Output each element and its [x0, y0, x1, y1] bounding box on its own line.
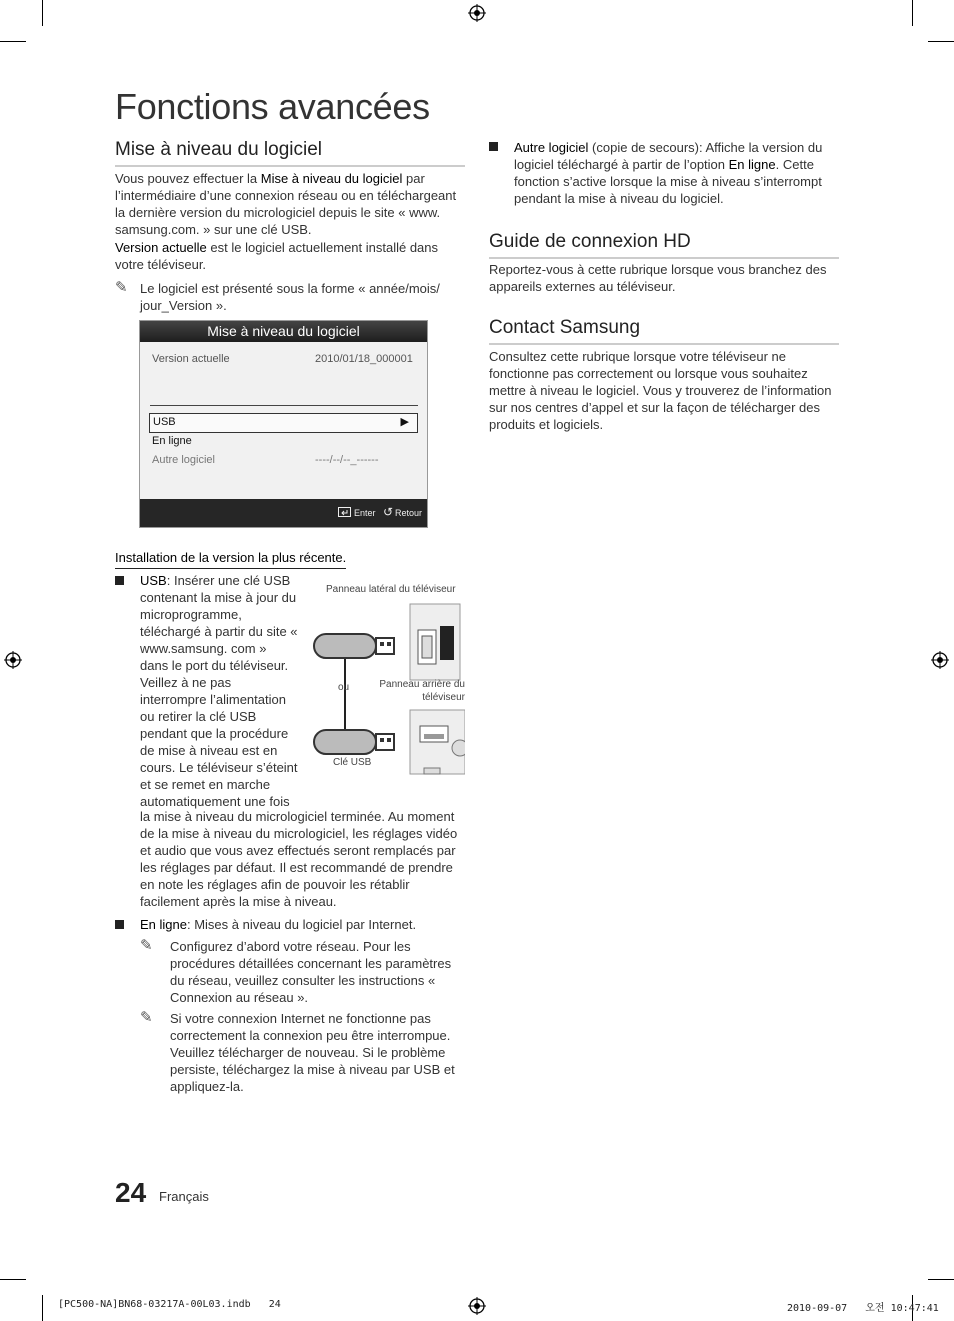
intro-text: par l’intermédiaire d’une connexion réseau ou en téléchargeant la dernière version du micrologiciel depuis le site « www. samsung.com. » sur une clé USB. — [115, 171, 457, 237]
registration-mark-icon — [4, 651, 22, 669]
usb-term: USB — [140, 573, 167, 588]
divider — [150, 405, 418, 406]
usb-connection-diagram — [310, 580, 465, 780]
usb-item-text — [140, 572, 298, 810]
crop-mark — [928, 1279, 954, 1280]
registration-mark-icon — [931, 651, 949, 669]
or-label: ou — [338, 682, 350, 693]
arrow-right-icon: ▶ — [400, 416, 409, 428]
note-pencil-icon: ✎ — [115, 279, 128, 296]
current-version-term: Version actuelle — [115, 240, 207, 255]
section-title-hd-guide: Guide de connexion HD — [489, 231, 839, 259]
current-version-label: Version actuelle — [152, 353, 230, 365]
slug-timestamp: 2010-09-07 오전 10:47:41 — [787, 1303, 939, 1314]
menu-item-usb[interactable] — [149, 413, 418, 433]
usb-text: : Insérer une clé USB contenant la mise à jour du microprogramme, téléchargé à partir du site « www.samsung. com » dans le port du téléviseur. Veillez à ne pas interrompre l’alimentation ou retirer la clé USB pendant que la procédure de mise à niveau est en cours. Le téléviseur s’éteint et se remet en marche automatiquement une fois — [140, 573, 298, 809]
online-item-text — [140, 916, 460, 933]
online-note-network: Configurez d’abord votre réseau. Pour les procédures détaillées concernant les paramètres du réseau, veuillez consulter les instructions « Connexion au réseau ». — [170, 939, 452, 1005]
section-title-software-upgrade: Mise à niveau du logiciel — [115, 139, 465, 167]
slug-file-name: [PC500-NA]BN68-03217A-00L03.indb 24 — [58, 1299, 281, 1310]
usb-label: USB — [153, 416, 176, 428]
backup-text: . Cette fonction s’active lorsque la mise à niveau s’interrompt pendant la mise à niveau du logiciel. — [514, 157, 822, 206]
return-label: Retour — [395, 508, 423, 518]
crop-mark — [0, 41, 26, 42]
crop-mark — [42, 1295, 43, 1321]
menu-item-online[interactable]: En ligne — [152, 435, 192, 447]
backup-term: Autre logiciel — [514, 140, 589, 155]
online-text: : Mises à niveau du logiciel par Internet. — [186, 917, 417, 932]
menu-item-backup[interactable]: Autre logiciel — [152, 454, 215, 466]
software-upgrade-screen — [139, 320, 428, 528]
registration-mark-icon — [468, 1297, 486, 1315]
screen-footer — [140, 499, 427, 527]
screen-title: Mise à niveau du logiciel — [140, 321, 427, 342]
crop-mark — [0, 1279, 26, 1280]
section-title-contact: Contact Samsung — [489, 317, 839, 345]
backup-version-value: ----/--/--_------ — [315, 454, 379, 466]
backup-item-text — [514, 139, 834, 207]
online-term: En ligne — [140, 917, 187, 932]
bullet-square-icon — [115, 576, 124, 585]
enter-label: Enter — [354, 508, 376, 518]
crop-mark — [912, 0, 913, 26]
note-pencil-icon: ✎ — [140, 1009, 153, 1026]
usb-key-label: Clé USB — [333, 757, 372, 768]
side-panel-label: Panneau latéral du téléviseur — [326, 584, 456, 595]
usb-item-text-continued: la mise à niveau du micrologiciel terminée. Au moment de la mise à niveau du micrologiciel, les réglages vidéo et audio que vous avez effectués seront remplacés par les réglages par défaut. Il est recommandé de prendre en note les réglages afin de pouvoir les rétablir facilement après la mise à niveau. — [140, 809, 458, 909]
crop-mark — [42, 0, 43, 26]
contact-text: Consultez cette rubrique lorsque votre téléviseur ne fonctionne pas correctement ou lorsque vous souhaitez mettre à niveau le logiciel. Vous y trouverez de l’information sur nos centres d’appel et sur la façon de télécharger des produits et logiciels. — [489, 349, 832, 432]
rear-panel-label: Panneau arrière du téléviseur — [379, 679, 465, 703]
page-title: Fonctions avancées — [115, 86, 430, 127]
backup-text: (copie de secours): Affiche la version du logiciel téléchargé à partir de l’option — [514, 140, 823, 172]
note-pencil-icon: ✎ — [140, 937, 153, 954]
backup-bold-online: En ligne — [728, 157, 776, 172]
bullet-square-icon — [489, 142, 498, 151]
page-language: Français — [159, 1189, 209, 1204]
current-version-value: 2010/01/18_000001 — [315, 353, 413, 365]
install-heading: Installation de la version la plus récente. — [115, 549, 346, 569]
enter-icon — [338, 507, 351, 517]
hd-guide-text: Reportez-vous à cette rubrique lorsque vous branchez des appareils externes au téléviseur. — [489, 262, 827, 294]
intro-text: Vous pouvez effectuer la — [115, 171, 261, 186]
online-note-interrupted: Si votre connexion Internet ne fonctionne pas correctement la connexion peu être interrompue. Veuillez télécharger de nouveau. Si le problème persiste, téléchargez la mise à niveau par USB et appliquez-la. — [170, 1011, 455, 1094]
intro-paragraph — [115, 170, 465, 238]
page-number: 24 — [115, 1177, 147, 1208]
current-version-paragraph — [115, 239, 455, 273]
version-format-note: Le logiciel est présenté sous la forme « année/mois/ jour_Version ». — [140, 281, 440, 313]
return-icon: ↺ — [383, 505, 394, 519]
registration-mark-icon — [468, 4, 486, 22]
current-version-text: est le logiciel actuellement installé dans votre téléviseur. — [115, 240, 439, 272]
crop-mark — [928, 41, 954, 42]
bullet-square-icon — [115, 920, 124, 929]
intro-bold-term: Mise à niveau du logiciel — [260, 171, 403, 186]
